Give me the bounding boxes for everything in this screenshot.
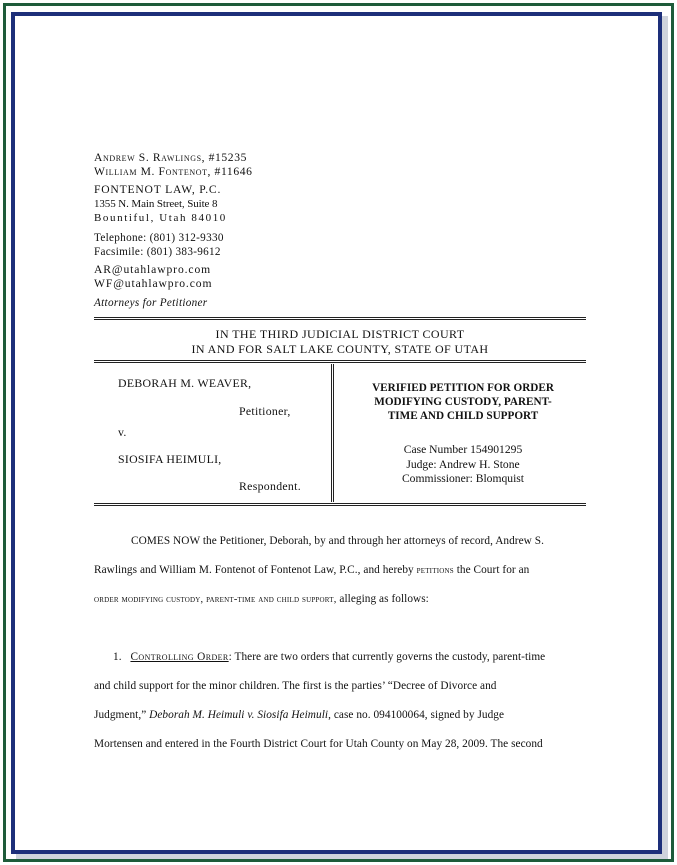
attorney-name-2: William M. Fontenot, #11646 xyxy=(94,165,253,178)
petition-title-line-1: VERIFIED PETITION FOR ORDER xyxy=(372,382,554,394)
top-divider xyxy=(94,317,586,320)
page-shadow-bottom xyxy=(16,854,668,859)
attorney-role: Attorneys for Petitioner xyxy=(94,297,208,309)
petition-title-line-3: TIME AND CHILD SUPPORT xyxy=(387,410,539,422)
caption-bottom-divider xyxy=(94,503,586,506)
intro-line-3-text-b: alleging as follows: xyxy=(339,593,429,605)
firm-city: Bountiful, Utah 84010 xyxy=(94,212,227,224)
court-name-line-2: IN AND FOR SALT LAKE COUNTY, STATE OF UTAH xyxy=(191,342,489,356)
intro-line-3 xyxy=(94,593,429,605)
versus: v. xyxy=(118,425,127,439)
para-1-line-3-text-a: Judgment,” xyxy=(94,709,147,721)
commissioner-name: Commissioner: Blomquist xyxy=(401,472,525,485)
attorney-email-1: AR@utahlawpro.com xyxy=(94,263,212,276)
respondent-name: SIOSIFA HEIMULI, xyxy=(118,452,222,466)
para-1-line-3-text-c: , case no. 094100064, signed by Judge xyxy=(328,709,505,721)
para-1-number: 1. xyxy=(113,651,122,663)
firm-telephone: Telephone: (801) 312-9330 xyxy=(94,232,224,244)
case-caption-italic: Deborah M. Heimuli v. Siosifa Heimuli xyxy=(149,709,329,721)
intro-order-phrase: order modifying custody, parent-time and child support, xyxy=(94,594,337,605)
page-border-inner xyxy=(11,12,662,854)
petition-title-line-2: MODIFYING CUSTODY, PARENT- xyxy=(374,396,552,408)
para-1-line-1 xyxy=(113,651,545,663)
firm-street: 1355 N. Main Street, Suite 8 xyxy=(94,198,218,210)
intro-line-2-text-a: Rawlings and William M. Fontenot of Fontenot Law, P.C., and hereby xyxy=(94,564,414,576)
para-1-line-3 xyxy=(94,709,504,721)
law-firm-name: FONTENOT LAW, P.C. xyxy=(94,183,222,196)
intro-line-1: COMES NOW the Petitioner, Deborah, by and through her attorneys of record, Andrew S. xyxy=(131,535,544,547)
intro-petitions-word: petitions xyxy=(416,565,454,576)
petitioner-name: DEBORAH M. WEAVER, xyxy=(118,376,252,390)
para-1-line-1-text: : There are two orders that currently governs the custody, parent-time xyxy=(228,651,546,663)
para-1-line-4: Mortensen and entered in the Fourth District Court for Utah County on May 28, 2009. The second xyxy=(94,738,543,750)
caption-top-divider xyxy=(94,360,586,363)
page-shadow-right xyxy=(662,16,668,858)
intro-line-2 xyxy=(94,564,529,576)
caption-vertical-divider xyxy=(331,364,334,502)
firm-facsimile: Facsimile: (801) 383-9612 xyxy=(94,246,221,258)
court-name-line-1: IN THE THIRD JUDICIAL DISTRICT COURT xyxy=(215,327,465,341)
petitioner-role: Petitioner, xyxy=(239,404,291,418)
attorney-name-1: Andrew S. Rawlings, #15235 xyxy=(94,151,247,164)
para-1-heading: Controlling Order xyxy=(130,651,229,663)
respondent-role: Respondent. xyxy=(239,479,301,493)
attorney-email-2: WF@utahlawpro.com xyxy=(94,277,213,290)
case-number: Case Number 154901295 xyxy=(403,443,523,456)
intro-line-2-text-c: the Court for an xyxy=(456,564,530,576)
judge-name: Judge: Andrew H. Stone xyxy=(406,458,520,471)
para-1-line-2: and child support for the minor children. The first is the parties’ “Decree of Divorce and xyxy=(94,680,497,692)
